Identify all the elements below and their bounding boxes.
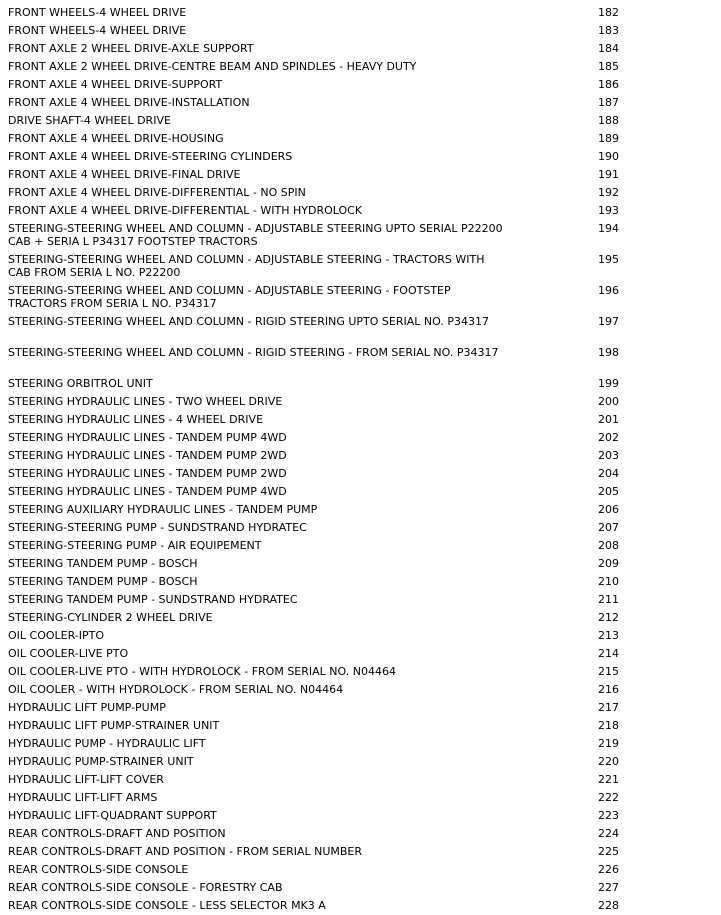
entry-page-number: 211 bbox=[598, 593, 619, 606]
toc-entry bbox=[0, 411, 721, 429]
toc-entry bbox=[0, 393, 721, 411]
entry-title: HYDRAULIC LIFT-LIFT ARMS bbox=[8, 791, 158, 804]
entry-page-number: 213 bbox=[598, 629, 619, 642]
entry-page-number: 186 bbox=[598, 78, 619, 91]
entry-page-number: 187 bbox=[598, 96, 619, 109]
entry-page-number: 210 bbox=[598, 575, 619, 588]
entry-page-number: 202 bbox=[598, 431, 619, 444]
toc-entry bbox=[0, 717, 721, 735]
entry-title: OIL COOLER-IPTO bbox=[8, 629, 105, 642]
entry-title: OIL COOLER - WITH HYDROLOCK - FROM SERIAL NO. N04464 bbox=[8, 683, 344, 696]
toc-entry bbox=[0, 573, 721, 591]
toc-entry bbox=[0, 4, 721, 22]
entry-page-number: 204 bbox=[598, 467, 619, 480]
toc-entry bbox=[0, 22, 721, 40]
toc-entry bbox=[0, 897, 721, 915]
entry-title: OIL COOLER-LIVE PTO bbox=[8, 647, 129, 660]
entry-page-number: 221 bbox=[598, 773, 619, 786]
entry-page-number: 200 bbox=[598, 395, 619, 408]
entry-page-number: 189 bbox=[598, 132, 619, 145]
toc-entry bbox=[0, 148, 721, 166]
toc-entry bbox=[0, 825, 721, 843]
entry-page-number: 226 bbox=[598, 863, 619, 876]
toc-entry bbox=[0, 94, 721, 112]
entry-page-number: 194 bbox=[598, 222, 619, 235]
toc-entry bbox=[0, 202, 721, 220]
entry-page-number: 203 bbox=[598, 449, 619, 462]
toc-entry bbox=[0, 843, 721, 861]
entry-page-number: 215 bbox=[598, 665, 619, 678]
entry-title: DRIVE SHAFT-4 WHEEL DRIVE bbox=[8, 114, 171, 127]
toc-entry bbox=[0, 627, 721, 645]
toc-entry bbox=[0, 663, 721, 681]
entry-page-number: 228 bbox=[598, 899, 619, 912]
toc-entry bbox=[0, 184, 721, 202]
entry-page-number: 217 bbox=[598, 701, 619, 714]
entry-page-number: 190 bbox=[598, 150, 619, 163]
toc-entry bbox=[0, 645, 721, 663]
toc-entry bbox=[0, 76, 721, 94]
entry-page-number: 191 bbox=[598, 168, 619, 181]
entry-title: STEERING HYDRAULIC LINES - TANDEM PUMP 2WD bbox=[8, 467, 287, 480]
entry-title: REAR CONTROLS-DRAFT AND POSITION - FROM SERIAL NUMBER bbox=[8, 845, 363, 858]
entry-page-number: 225 bbox=[598, 845, 619, 858]
entry-title: FRONT AXLE 4 WHEEL DRIVE-FINAL DRIVE bbox=[8, 168, 241, 181]
entry-title: STEERING TANDEM PUMP - SUNDSTRAND HYDRATEC bbox=[8, 593, 298, 606]
entry-page-number: 184 bbox=[598, 42, 619, 55]
toc-entry bbox=[0, 879, 721, 897]
entry-page-number: 214 bbox=[598, 647, 619, 660]
toc-entry bbox=[0, 519, 721, 537]
entry-title: REAR CONTROLS-DRAFT AND POSITION bbox=[8, 827, 226, 840]
toc-entry bbox=[0, 58, 721, 76]
toc-entry bbox=[0, 447, 721, 465]
entry-title: FRONT WHEELS-4 WHEEL DRIVE bbox=[8, 24, 187, 37]
toc-entry bbox=[0, 807, 721, 825]
entry-title: STEERING-CYLINDER 2 WHEEL DRIVE bbox=[8, 611, 213, 624]
entry-page-number: 206 bbox=[598, 503, 619, 516]
entry-page-number: 207 bbox=[598, 521, 619, 534]
toc-entry bbox=[0, 282, 721, 313]
toc-entry bbox=[0, 465, 721, 483]
entry-page-number: 198 bbox=[598, 346, 619, 359]
entry-page-number: 201 bbox=[598, 413, 619, 426]
entry-title: STEERING AUXILIARY HYDRAULIC LINES - TANDEM PUMP bbox=[8, 503, 318, 516]
entry-page-number: 185 bbox=[598, 60, 619, 73]
entry-page-number: 192 bbox=[598, 186, 619, 199]
entry-page-number: 220 bbox=[598, 755, 619, 768]
toc-entry bbox=[0, 789, 721, 807]
entry-page-number: 188 bbox=[598, 114, 619, 127]
entry-title: FRONT WHEELS-4 WHEEL DRIVE bbox=[8, 6, 187, 19]
toc-entry bbox=[0, 313, 721, 344]
entry-title: STEERING HYDRAULIC LINES - TANDEM PUMP 4WD bbox=[8, 485, 287, 498]
toc-entry bbox=[0, 130, 721, 148]
toc-entry bbox=[0, 429, 721, 447]
entry-title: FRONT AXLE 2 WHEEL DRIVE-AXLE SUPPORT bbox=[8, 42, 254, 55]
entry-page-number: 193 bbox=[598, 204, 619, 217]
toc-entry bbox=[0, 555, 721, 573]
entry-title: STEERING-STEERING WHEEL AND COLUMN - ADJUSTABLE STEERING - TRACTORS WITH CAB FROM SERIA L NO. P22200 bbox=[8, 253, 485, 279]
entry-page-number: 196 bbox=[598, 284, 619, 297]
toc-entry bbox=[0, 681, 721, 699]
toc-entry bbox=[0, 861, 721, 879]
entry-title: FRONT AXLE 2 WHEEL DRIVE-CENTRE BEAM AND SPINDLES - HEAVY DUTY bbox=[8, 60, 417, 73]
entry-page-number: 205 bbox=[598, 485, 619, 498]
toc-entry bbox=[0, 591, 721, 609]
entry-title: FRONT AXLE 4 WHEEL DRIVE-DIFFERENTIAL - WITH HYDROLOCK bbox=[8, 204, 363, 217]
entry-title: HYDRAULIC PUMP-STRAINER UNIT bbox=[8, 755, 194, 768]
entry-title: HYDRAULIC LIFT PUMP-PUMP bbox=[8, 701, 166, 714]
entry-title: FRONT AXLE 4 WHEEL DRIVE-SUPPORT bbox=[8, 78, 223, 91]
entry-page-number: 208 bbox=[598, 539, 619, 552]
toc-entry bbox=[0, 735, 721, 753]
entry-title: REAR CONTROLS-SIDE CONSOLE - FORESTRY CAB bbox=[8, 881, 283, 894]
entry-title: STEERING TANDEM PUMP - BOSCH bbox=[8, 575, 198, 588]
entry-title: STEERING TANDEM PUMP - BOSCH bbox=[8, 557, 198, 570]
entry-title: FRONT AXLE 4 WHEEL DRIVE-STEERING CYLINDERS bbox=[8, 150, 293, 163]
toc-entry bbox=[0, 166, 721, 184]
entry-title: STEERING-STEERING WHEEL AND COLUMN - ADJUSTABLE STEERING UPTO SERIAL P22200 CAB + SERIA L P34317 FOOTSTEP TRACTORS bbox=[8, 222, 503, 248]
entry-title: HYDRAULIC PUMP - HYDRAULIC LIFT bbox=[8, 737, 206, 750]
entry-page-number: 216 bbox=[598, 683, 619, 696]
entry-page-number: 227 bbox=[598, 881, 619, 894]
entry-title: STEERING HYDRAULIC LINES - 4 WHEEL DRIVE bbox=[8, 413, 264, 426]
entry-page-number: 224 bbox=[598, 827, 619, 840]
entry-page-number: 212 bbox=[598, 611, 619, 624]
entry-page-number: 199 bbox=[598, 377, 619, 390]
toc-entry bbox=[0, 344, 721, 375]
toc-entry bbox=[0, 251, 721, 282]
entry-page-number: 218 bbox=[598, 719, 619, 732]
entry-title: STEERING-STEERING PUMP - SUNDSTRAND HYDRATEC bbox=[8, 521, 307, 534]
entry-title: HYDRAULIC LIFT PUMP-STRAINER UNIT bbox=[8, 719, 220, 732]
entry-title: FRONT AXLE 4 WHEEL DRIVE-HOUSING bbox=[8, 132, 224, 145]
entry-page-number: 223 bbox=[598, 809, 619, 822]
entry-title: STEERING-STEERING WHEEL AND COLUMN - RIGID STEERING UPTO SERIAL NO. P34317 bbox=[8, 315, 489, 328]
toc-entry bbox=[0, 699, 721, 717]
toc-entry bbox=[0, 112, 721, 130]
entry-page-number: 197 bbox=[598, 315, 619, 328]
table-of-contents bbox=[0, 4, 721, 915]
entry-title: OIL COOLER-LIVE PTO - WITH HYDROLOCK - FROM SERIAL NO. N04464 bbox=[8, 665, 396, 678]
toc-entry bbox=[0, 609, 721, 627]
entry-page-number: 182 bbox=[598, 6, 619, 19]
entry-title: STEERING HYDRAULIC LINES - TANDEM PUMP 4WD bbox=[8, 431, 287, 444]
entry-page-number: 209 bbox=[598, 557, 619, 570]
toc-entry bbox=[0, 375, 721, 393]
toc-entry bbox=[0, 483, 721, 501]
toc-entry bbox=[0, 771, 721, 789]
entry-page-number: 219 bbox=[598, 737, 619, 750]
entry-page-number: 183 bbox=[598, 24, 619, 37]
entry-title: REAR CONTROLS-SIDE CONSOLE bbox=[8, 863, 189, 876]
entry-title: HYDRAULIC LIFT-LIFT COVER bbox=[8, 773, 164, 786]
entry-title: STEERING ORBITROL UNIT bbox=[8, 377, 153, 390]
entry-page-number: 222 bbox=[598, 791, 619, 804]
toc-entry bbox=[0, 537, 721, 555]
toc-entry bbox=[0, 220, 721, 251]
entry-title: STEERING HYDRAULIC LINES - TWO WHEEL DRIVE bbox=[8, 395, 283, 408]
toc-entry bbox=[0, 40, 721, 58]
entry-title: STEERING-STEERING WHEEL AND COLUMN - ADJUSTABLE STEERING - FOOTSTEP TRACTORS FROM SERIA L NO. P34317 bbox=[8, 284, 451, 310]
entry-page-number: 195 bbox=[598, 253, 619, 266]
toc-entry bbox=[0, 753, 721, 771]
entry-title: STEERING-STEERING WHEEL AND COLUMN - RIGID STEERING - FROM SERIAL NO. P34317 bbox=[8, 346, 499, 359]
entry-title: REAR CONTROLS-SIDE CONSOLE - LESS SELECTOR MK3 A bbox=[8, 899, 326, 912]
entry-title: STEERING HYDRAULIC LINES - TANDEM PUMP 2WD bbox=[8, 449, 287, 462]
entry-title: FRONT AXLE 4 WHEEL DRIVE-DIFFERENTIAL - NO SPIN bbox=[8, 186, 306, 199]
entry-title: HYDRAULIC LIFT-QUADRANT SUPPORT bbox=[8, 809, 217, 822]
toc-entry bbox=[0, 501, 721, 519]
entry-title: FRONT AXLE 4 WHEEL DRIVE-INSTALLATION bbox=[8, 96, 250, 109]
entry-title: STEERING-STEERING PUMP - AIR EQUIPEMENT bbox=[8, 539, 262, 552]
